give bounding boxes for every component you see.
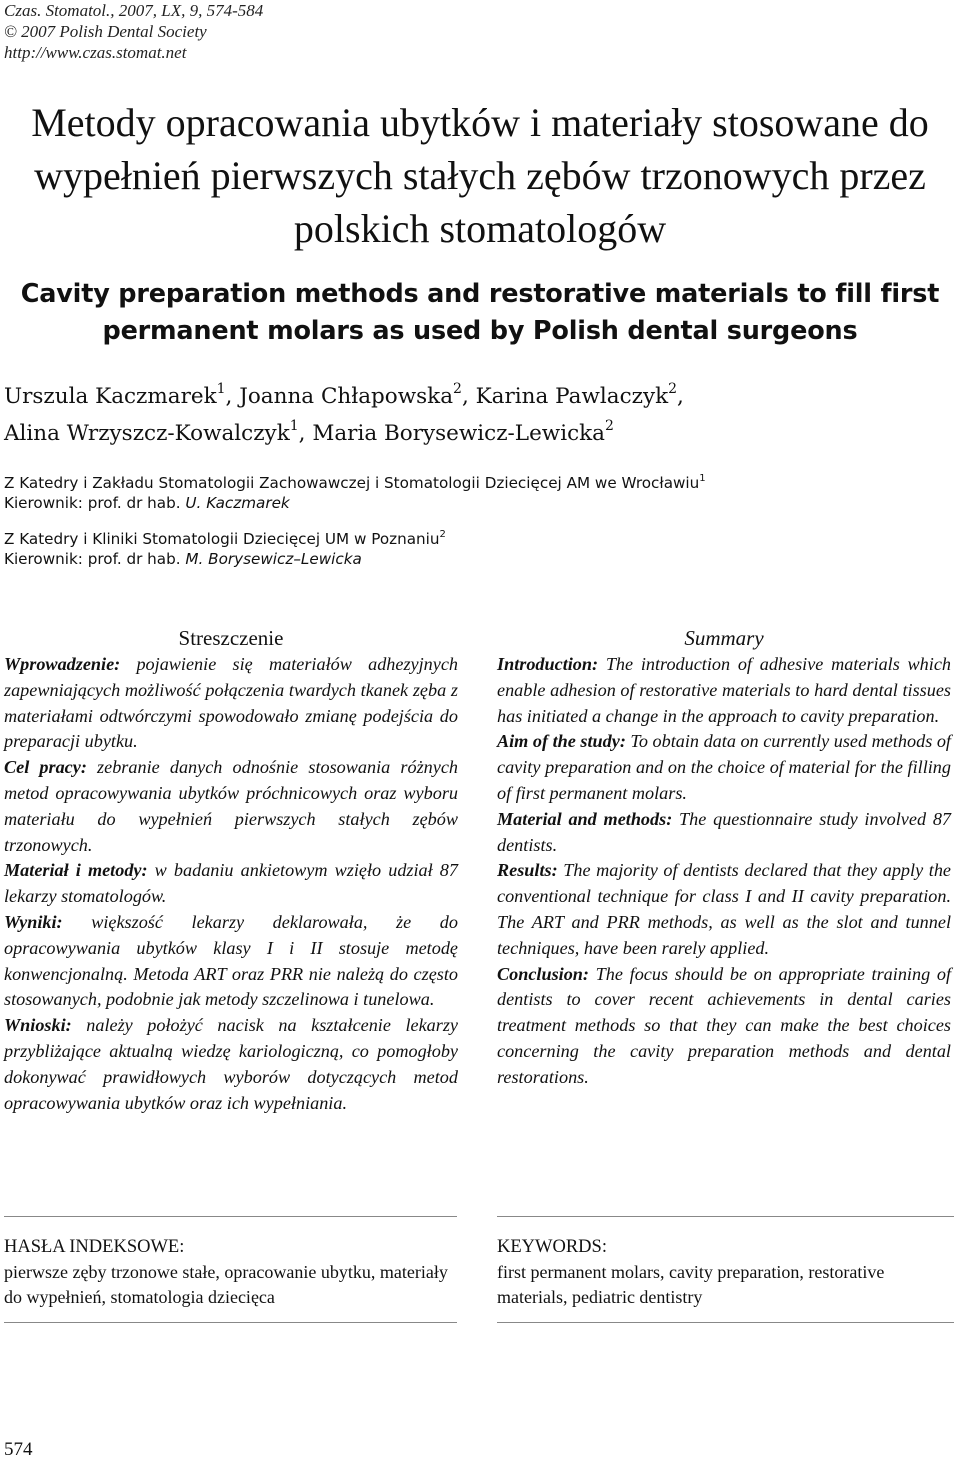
title-english-line: Cavity preparation methods and restorative materials to fill first [20,279,940,309]
journal-citation: Czas. Stomatol., 2007, LX, 9, 574-584 [4,1,264,20]
abstract-heading: Summary [684,626,764,650]
section-text: The focus should be on appropriate training of dentists to cover recent achievements in dental caries treatment methods so that they can make the best choices concerning the cavity preparation methods and dental restorations. [497,963,951,1087]
abstract-section [4,858,458,910]
section-text: większość lekarzy deklarowała, że do opracowywania ubytków klasy I i II stosuje metodę konwencjonalną. Metoda ART oraz PRR nie należą do często stosowanych, podobnie jak metody szczelinowa i tunelowa. [4,911,458,1010]
divider [497,1322,954,1323]
author-list [4,378,684,452]
section-label: Wprowadzenie: [4,654,121,674]
keywords-text: first permanent molars, cavity preparation, restorative materials, pediatric dentistry [497,1262,885,1307]
abstract-section [4,652,458,755]
divider [4,1216,457,1217]
affiliation-marker: 1 [289,418,299,434]
author-name: Urszula Kaczmarek [4,384,217,409]
author-name: Alina Wrzyszcz-Kowalczyk [4,421,290,446]
section-text: The majority of dentists declared that they apply the conventional technique for class I and II cavity preparation. The ART and PRR methods, as well as the slot and tunnel techniques, have been rarely applied. [497,860,951,958]
abstract-section [4,755,458,858]
affiliation-text: Z Katedry i Zakładu Stomatologii Zachowawczej i Stomatologii Dziecięcej AM we Wrocławiu [4,474,700,492]
title-polish-line: wypełnień pierwszych stałych zębów trzonowych przez [34,153,926,198]
divider [497,1216,954,1217]
affiliation-marker: 1 [216,381,226,397]
abstract-heading: Streszczenie [178,626,284,650]
section-text: pojawienie się materiałów adhezyjnych zapewniających możliwość połączenia twardych tkanek zęba z materiałami odtwórczymi spowodowało zmianę podejścia do preparacji ubytku. [4,654,458,752]
section-label: Material and methods: [497,808,673,829]
keywords-polish [4,1235,460,1310]
divider [4,1322,457,1323]
page-number: 574 [4,1439,33,1460]
journal-url: http://www.czas.stomat.net [4,43,187,62]
abstract-section [4,910,458,1013]
affiliation-text: Z Katedry i Kliniki Stomatologii Dziecięcej UM w Poznaniu [4,530,440,548]
abstract-section [497,858,951,961]
affiliation-marker: 2 [453,381,462,397]
chief-name: U. Kaczmarek [185,494,290,512]
abstract-english [497,624,951,1091]
affiliation-marker: 1 [699,473,706,484]
abstract-section [497,729,951,806]
section-label: Wnioski: [4,1015,72,1036]
section-text: The introduction of adhesive materials which enable adhesion of restorative materials to hard dental tissues has initiated a change in the approach to cavity preparation. [497,654,951,726]
abstract-section [497,807,951,859]
author-line: Urszula Kaczmarek$^1$, Joanna Chłapowska$^2$, Karina Pawlaczyk$^2$, [4,381,684,409]
keywords-english [497,1235,955,1310]
title-english-line: permanent molars as used by Polish dental surgeons [102,316,858,346]
section-label: Introduction: [497,654,599,674]
abstract-section [4,1013,458,1116]
section-label: Conclusion: [497,963,589,984]
affiliation-marker: 2 [439,529,446,540]
section-label: Results: [497,860,558,881]
section-text: zebranie danych odnośnie stosowania różnych metod opracowywania ubytków próchnicowych oraz wyboru materiału do wypełnień pierwszych stałych zębów trzonowych. [4,757,458,855]
section-text: należy położyć nacisk na kształcenie lekarzy przybliżające aktualną wiedzę kariologiczną, co pomogłoby dokonywać prawidłowych wyborów dotyczących metod opracowywania ubytków oraz ich wypełniania. [4,1015,458,1113]
abstract-polish [4,624,458,1116]
keywords-heading: HASŁA INDEKSOWE: [4,1237,185,1257]
affiliation-2 [4,529,446,569]
journal-header [4,0,263,63]
title-polish [0,96,960,255]
copyright-line: © 2007 Polish Dental Society [4,22,207,41]
author-line: Alina Wrzyszcz-Kowalczyk$^1$, Maria Borysewicz-Lewicka$^2$ [4,418,614,446]
author-name: Maria Borysewicz-Lewicka [312,421,605,446]
title-polish-line: polskich stomatologów [293,206,667,251]
title-english [0,276,960,350]
abstract-section [497,652,951,729]
section-label: Aim of the study: [497,731,626,752]
section-text: w badaniu ankietowym wzięło udział 87 lekarzy stomatologów. [4,860,458,907]
author-name: Karina Pawlaczyk [475,384,669,409]
author-name: Joanna Chłapowska [239,384,454,409]
keywords-text: pierwsze zęby trzonowe stałe, opracowanie ubytku, materiały do wypełnień, stomatologia dziecięca [4,1262,448,1307]
affiliation-1 [4,473,706,513]
section-label: Wyniki: [4,911,63,932]
keywords-heading: KEYWORDS: [497,1237,607,1257]
section-text: To obtain data on currently used methods of cavity preparation and on the choice of material for the filling of first permanent molars. [497,731,951,803]
section-text: The questionnaire study involved 87 dentists. [497,808,952,855]
chief-name: M. Borysewicz–Lewicka [185,550,362,568]
chief-label: Kierownik: prof. dr hab. [4,550,186,568]
chief-label: Kierownik: prof. dr hab. [4,494,186,512]
affiliation-marker: 2 [604,418,614,434]
section-label: Cel pracy: [4,757,87,778]
title-polish-line: Metody opracowania ubytków i materiały stosowane do [31,100,929,145]
section-label: Materiał i metody: [4,860,148,881]
abstract-section [497,962,951,1091]
affiliation-marker: 2 [668,381,678,397]
